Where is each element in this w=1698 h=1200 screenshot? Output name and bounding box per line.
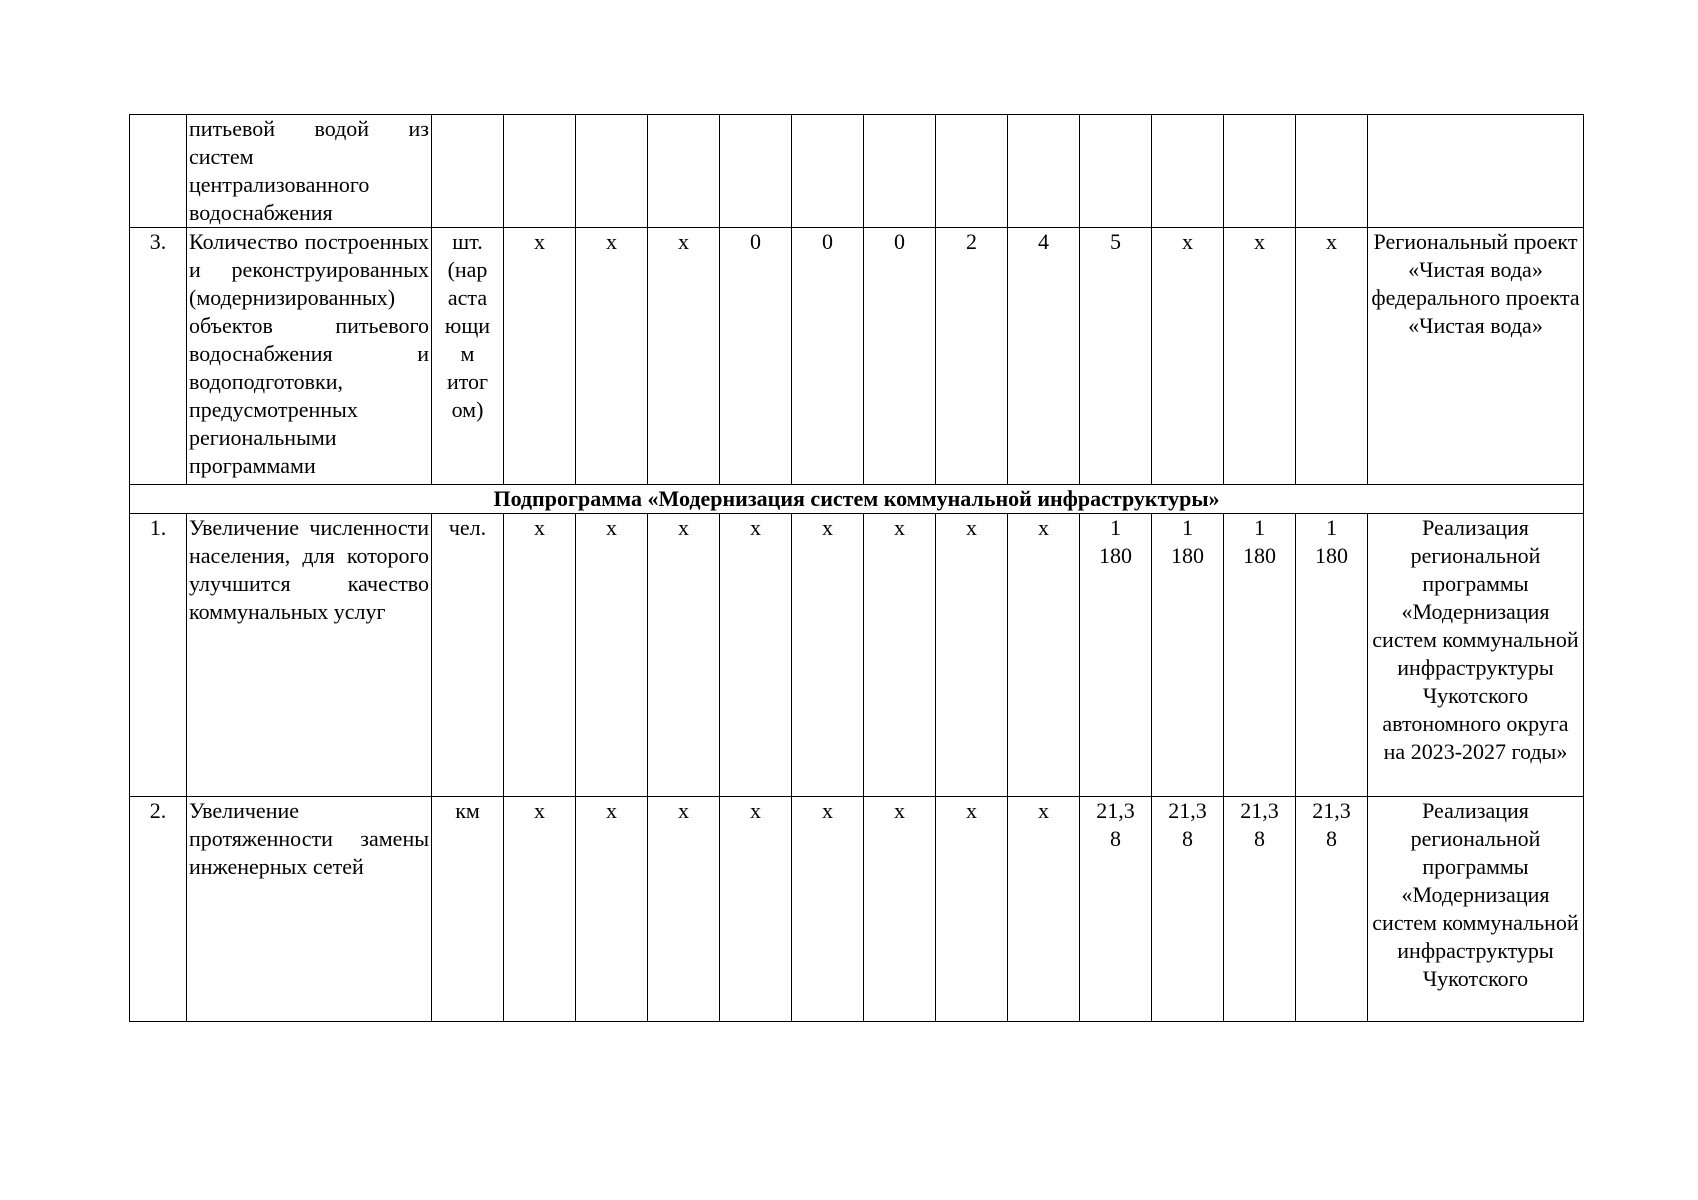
year-value [1224,228,1296,485]
year-value-text: х [1254,229,1265,254]
year-value [1224,115,1296,228]
year-value [936,797,1008,1022]
year-value [504,228,576,485]
year-value-text: х [750,798,761,823]
subprogram-header-section [130,485,1584,514]
year-value [1152,797,1224,1022]
unit-of-measure [432,514,504,797]
year-value [1080,228,1152,485]
year-value-text: х [822,798,833,823]
year-value [864,797,936,1022]
year-value-text: 4 [1038,229,1049,254]
year-value [504,797,576,1022]
row-number-text: 1. [149,515,167,540]
year-value-text: х [750,515,761,540]
year-value [576,514,648,797]
year-value [720,514,792,797]
year-value [792,514,864,797]
year-value [936,228,1008,485]
indicator-name-text: Увеличение протяженности замены инженерных сетей [189,798,429,879]
year-value [1296,797,1368,1022]
unit-of-measure [432,115,504,228]
year-value [1224,797,1296,1022]
table-row [130,797,1584,1022]
unit-of-measure [432,228,504,485]
year-value [720,797,792,1022]
year-value [1008,514,1080,797]
source-document-text: Реализация региональной программы «Модернизация систем коммунальной инфраструктуры Чукотского автономного округа на 2023-2027 годы» [1372,515,1579,764]
year-value-text: х [534,798,545,823]
year-value-text: 1 180 [1171,515,1204,568]
source-document-text: Реализация региональной программы «Модернизация систем коммунальной инфраструктуры Чукотского [1372,798,1579,991]
row-number [130,228,187,485]
year-value [936,115,1008,228]
row-number-text: 3. [149,229,167,254]
year-value [720,115,792,228]
unit-of-measure [432,797,504,1022]
year-value-text: х [1038,515,1049,540]
row-number [130,115,187,228]
year-value-text: х [1038,798,1049,823]
indicator-name [187,514,432,797]
year-value-text: 1 180 [1243,515,1276,568]
table-row [130,228,1584,485]
year-value [576,797,648,1022]
year-value-text: х [894,515,905,540]
year-value-text: х [678,515,689,540]
year-value [576,228,648,485]
year-value-text: 2 [966,229,977,254]
table-row [130,514,1584,797]
source-document [1368,797,1584,1022]
year-value [504,514,576,797]
year-value-text: х [1182,229,1193,254]
year-value-text: 21,3 8 [1168,798,1207,851]
year-value [648,115,720,228]
indicator-name-text: питьевой водой из систем централизованного водоснабжения [189,116,429,225]
year-value-text: х [606,515,617,540]
year-value-text: 0 [750,229,761,254]
subprogram-header-row [130,485,1584,514]
year-value [1008,797,1080,1022]
unit-of-measure-text: чел. [448,515,487,540]
year-value-text: х [966,515,977,540]
unit-of-measure-text: км [455,798,480,823]
year-value [648,228,720,485]
year-value [936,514,1008,797]
year-value-text: х [894,798,905,823]
year-value [1296,514,1368,797]
year-value [1152,514,1224,797]
indicator-name [187,228,432,485]
year-value-text: 5 [1110,229,1121,254]
year-value [1008,228,1080,485]
source-document [1368,115,1584,228]
indicator-name [187,797,432,1022]
subprogram-title: Подпрограмма «Модернизация систем коммунальной инфраструктуры» [130,485,1584,514]
year-value-text: х [678,798,689,823]
year-value [792,115,864,228]
year-value-text: х [966,798,977,823]
year-value-text: х [534,229,545,254]
year-value-text: 21,3 8 [1096,798,1135,851]
year-value [792,228,864,485]
year-value-text: 21,3 8 [1240,798,1279,851]
table-body-subprogram [130,514,1584,1022]
year-value-text: х [678,229,689,254]
year-value [864,228,936,485]
year-value [1080,514,1152,797]
year-value [1080,115,1152,228]
year-value-text: х [534,515,545,540]
year-value-text: 21,3 8 [1312,798,1351,851]
indicator-name [187,115,432,228]
year-value [1008,115,1080,228]
unit-of-measure-text: шт. (нар аста ющи м итог ом) [444,229,491,422]
indicator-name-text: Количество построенных и реконструированных (модернизированных) объектов питьевого водоснабжения и водоподготовки, предусмотренных региональными программами [189,229,429,478]
year-value-text: 1 180 [1315,515,1348,568]
row-number-text: 2. [149,798,167,823]
year-value-text: х [822,515,833,540]
year-value [864,115,936,228]
year-value [648,797,720,1022]
year-value-text: х [1326,229,1337,254]
year-value [1296,228,1368,485]
year-value [1224,514,1296,797]
source-document-text: Региональный проект «Чистая вода» федерального проекта «Чистая вода» [1371,229,1580,338]
year-value [1152,115,1224,228]
indicators-table [129,114,1584,1022]
year-value [576,115,648,228]
year-value [1080,797,1152,1022]
year-value-text: 0 [894,229,905,254]
year-value [864,514,936,797]
table-body-top [130,115,1584,485]
year-value-text: 0 [822,229,833,254]
table-row [130,115,1584,228]
row-number [130,514,187,797]
row-number [130,797,187,1022]
year-value-text: 1 180 [1099,515,1132,568]
year-value [1152,228,1224,485]
year-value [792,797,864,1022]
year-value [1296,115,1368,228]
year-value-text: х [606,798,617,823]
source-document [1368,514,1584,797]
year-value [720,228,792,485]
year-value [648,514,720,797]
indicator-name-text: Увеличение численности населения, для которого улучшится качество коммунальных услуг [189,515,429,624]
year-value [504,115,576,228]
year-value-text: х [606,229,617,254]
source-document [1368,228,1584,485]
